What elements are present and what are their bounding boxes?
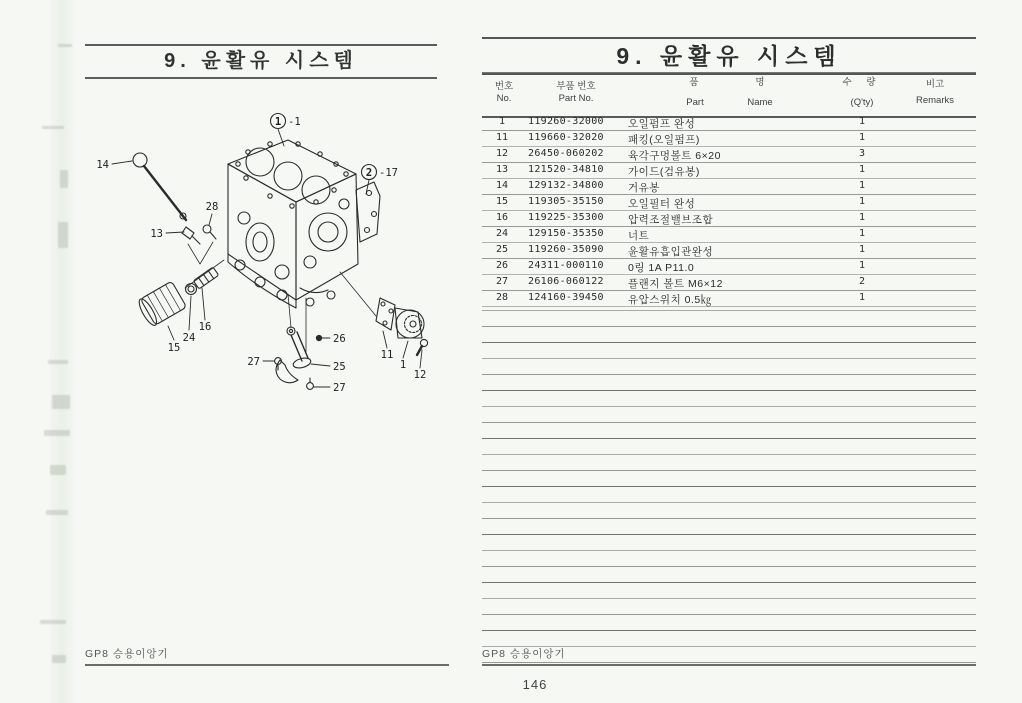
left-page-title: 9. 윤활유 시스템	[85, 44, 437, 79]
cell-part-no: 129150-35350	[528, 228, 604, 239]
cell-part-no: 119260-35090	[528, 244, 604, 255]
callout-2-suffix: -17	[379, 167, 398, 179]
callout-25: 25	[333, 361, 346, 373]
empty-rule-line	[482, 439, 976, 455]
cell-no: 27	[495, 276, 509, 287]
cell-name: 오일펌프 완성	[628, 118, 696, 130]
table-row	[482, 211, 976, 227]
cell-name: 너트	[628, 230, 650, 242]
right-page-title: 9. 윤활유 시스템	[482, 37, 976, 75]
cell-name: 0링 1A P11.0	[628, 262, 695, 274]
engine-block	[228, 140, 380, 308]
oil-pressure-switch-part	[203, 225, 216, 239]
cell-part-no: 121520-34810	[528, 164, 604, 175]
cell-qty: 2	[858, 276, 866, 287]
callout-1: 1	[274, 116, 282, 128]
cell-qty: 1	[858, 244, 866, 255]
empty-rule-line	[482, 599, 976, 615]
cell-name: 오일필터 완성	[628, 198, 696, 210]
callout-1-suffix: -1	[288, 116, 301, 128]
cell-part-no: 119225-35300	[528, 212, 604, 223]
cell-no: 14	[495, 180, 509, 191]
empty-lines	[482, 295, 976, 663]
oil-filter-part	[136, 281, 187, 327]
parts-table-body	[482, 115, 976, 307]
page-number: 146	[522, 677, 548, 692]
callout-28: 28	[205, 201, 219, 213]
cell-name: 플랜지 볼트 M6×12	[628, 278, 723, 290]
cell-part-no: 24311-000110	[528, 260, 604, 271]
bolt-12-part	[417, 339, 428, 355]
table-row	[482, 147, 976, 163]
table-row	[482, 275, 976, 291]
callout-11: 11	[380, 349, 394, 361]
scan-artifact	[50, 465, 66, 475]
valve-part	[193, 267, 218, 289]
empty-rule-line	[482, 391, 976, 407]
cell-name: 압력조절밸브조합	[628, 214, 714, 226]
cell-part-no: 124160-39450	[528, 292, 604, 303]
callout-27-left: 27	[247, 356, 260, 368]
callout-14: 14	[96, 159, 109, 171]
header-remarks-en: Remarks	[915, 95, 954, 106]
cell-qty: 1	[858, 132, 866, 143]
empty-rule-line	[482, 471, 976, 487]
cell-part-no: 119260-32000	[528, 116, 604, 127]
scan-tint-strip	[50, 0, 74, 703]
cell-part-no: 26450-060202	[528, 148, 604, 159]
cell-qty: 1	[858, 116, 866, 127]
scan-artifact	[60, 170, 68, 188]
callout-1-plain: 1	[399, 359, 407, 371]
empty-rule-line	[482, 295, 976, 311]
table-row	[482, 115, 976, 131]
oil-pump-part	[395, 308, 424, 338]
empty-rule-line	[482, 407, 976, 423]
callout-24: 24	[182, 332, 196, 344]
cell-no: 24	[495, 228, 509, 239]
parts-diagram	[88, 102, 444, 404]
dipstick-part	[133, 153, 186, 220]
scan-artifact	[52, 395, 70, 409]
table-row	[482, 259, 976, 275]
header-no-en: No.	[496, 93, 512, 104]
empty-rule-line	[482, 535, 976, 551]
scan-artifact	[58, 44, 72, 47]
scan-artifact	[46, 510, 68, 515]
header-part-no	[528, 81, 624, 105]
scan-artifact	[58, 222, 68, 248]
header-no-ko: 번호	[494, 81, 514, 92]
scan-artifact	[52, 655, 66, 663]
callout-27-bottom: 27	[333, 382, 346, 394]
callout-26: 26	[333, 333, 346, 345]
table-row	[482, 179, 976, 195]
left-page-footer: GP8 승용이앙기	[85, 646, 449, 666]
header-qty-ko: 수 량	[842, 77, 882, 88]
cell-no: 12	[495, 148, 509, 159]
empty-rule-line	[482, 615, 976, 631]
scan-artifact	[48, 360, 68, 364]
scan-artifact	[42, 126, 64, 129]
cell-part-no: 26106-060122	[528, 276, 604, 287]
table-row	[482, 243, 976, 259]
cell-name: 패킹(오일펌프)	[628, 134, 700, 146]
cell-no: 25	[495, 244, 509, 255]
nut-part	[186, 284, 197, 295]
cell-qty: 1	[858, 228, 866, 239]
engine-exploded-drawing	[88, 102, 444, 404]
cell-qty: 1	[858, 180, 866, 191]
suction-pipe-part	[276, 327, 312, 383]
empty-rule-line	[482, 503, 976, 519]
empty-rule-line	[482, 567, 976, 583]
bolt-27-bottom-part	[307, 378, 314, 389]
cell-no: 1	[498, 116, 506, 127]
header-remarks-ko: 비고	[925, 79, 945, 90]
callout-13: 13	[150, 228, 163, 240]
cell-name: 거유봉	[628, 182, 660, 194]
scan-artifact	[40, 620, 66, 624]
cell-qty: 3	[858, 148, 866, 159]
cell-no: 13	[495, 164, 509, 175]
empty-rule-line	[482, 423, 976, 439]
header-name-en-left: Part	[686, 97, 704, 108]
cell-part-no: 129132-34800	[528, 180, 604, 191]
cell-name: 윤활유흡입관완성	[628, 246, 714, 258]
cell-qty: 1	[858, 292, 866, 303]
header-no	[484, 81, 524, 105]
pump-gasket-part	[376, 298, 395, 330]
empty-rule-line	[482, 311, 976, 327]
callout-15: 15	[167, 342, 181, 354]
empty-rule-line	[482, 583, 976, 599]
empty-rule-line	[482, 343, 976, 359]
header-part-en: Part No.	[558, 93, 594, 104]
empty-rule-line	[482, 551, 976, 567]
cell-part-no: 119660-32020	[528, 132, 604, 143]
header-name-ko-left: 품	[689, 77, 699, 88]
oring-part	[316, 335, 321, 340]
cell-name: 가이드(검유봉)	[628, 166, 700, 178]
empty-rule-line	[482, 631, 976, 647]
guide-part	[182, 227, 200, 244]
parts-table-header	[482, 72, 976, 118]
header-name-en-right: Name	[747, 97, 773, 108]
empty-rule-line	[482, 359, 976, 375]
cell-name: 육각구멍볼트 6×20	[628, 150, 721, 162]
table-row	[482, 195, 976, 211]
cell-qty: 1	[858, 196, 866, 207]
empty-rule-line	[482, 519, 976, 535]
header-name-ko-right: 명	[755, 77, 765, 88]
cell-name: 유압스위치 0.5㎏	[628, 294, 712, 306]
table-row	[482, 163, 976, 179]
empty-rule-line	[482, 375, 976, 391]
empty-rule-line	[482, 327, 976, 343]
right-page-footer: GP8 승용이앙기	[482, 646, 976, 666]
cell-no: 15	[495, 196, 509, 207]
cell-qty: 1	[858, 260, 866, 271]
table-row	[482, 227, 976, 243]
cell-part-no: 119305-35150	[528, 196, 604, 207]
cell-no: 26	[495, 260, 509, 271]
empty-rule-line	[482, 455, 976, 471]
cell-qty: 1	[858, 212, 866, 223]
empty-rule-line	[482, 487, 976, 503]
cell-no: 11	[495, 132, 509, 143]
cell-no: 28	[495, 292, 509, 303]
callout-2: 2	[365, 167, 373, 179]
table-row	[482, 131, 976, 147]
header-qty-en: (Q'ty)	[850, 97, 874, 108]
cell-qty: 1	[858, 164, 866, 175]
callout-16: 16	[198, 321, 212, 333]
scan-artifact	[44, 430, 70, 436]
header-part-ko: 부품 번호	[556, 81, 596, 92]
callout-12: 12	[413, 369, 427, 381]
cell-no: 16	[495, 212, 509, 223]
